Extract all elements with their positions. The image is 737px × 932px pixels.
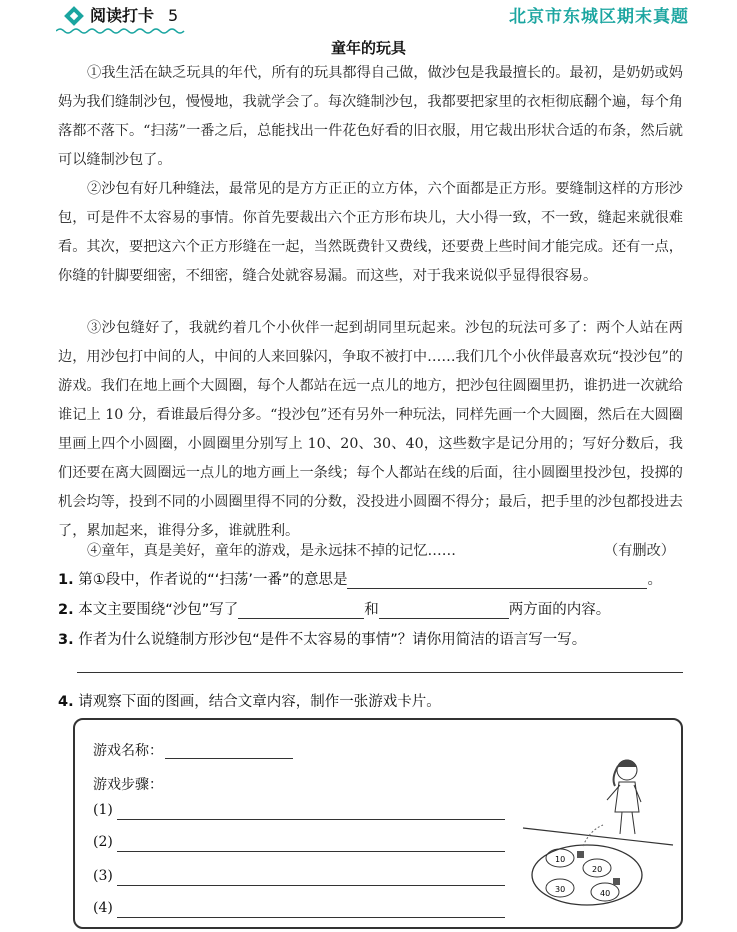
checkin-number: 5: [168, 6, 179, 25]
step-2-line[interactable]: [117, 851, 505, 852]
step-2-label: (2): [93, 834, 113, 850]
checkin-label: [90, 3, 178, 26]
question-3-number: 3.: [58, 632, 74, 648]
answer-line-3[interactable]: [77, 672, 683, 673]
game-name-label: 游戏名称：: [93, 743, 163, 759]
question-2-text: 本文主要围绕“沙包”写了: [78, 602, 239, 618]
question-4-text: 请观察下面的图画，结合文章内容，制作一张游戏卡片。: [78, 694, 441, 710]
question-1-end: 。: [647, 572, 662, 588]
step-4-line[interactable]: [117, 917, 505, 918]
paragraph-3: ③沙包缝好了，我就约着几个小伙伴一起到胡同里玩起来。沙包的玩法可多了：两个人站在两边，用沙包打中间的人，中间的人来回躲闪，争取不被打中……我们几个小伙伴最喜欢玩“投沙包”的游戏。我们在地上画个大圆圈，每个人都站在远一点儿的地方，把沙包往圆圈里扔，谁扔进一次就给谁记上 10 分，看谁最后得分多。“投沙包”还有另外一种玩法，同样先画一个大圆圈，然后在大圆圈里画上四个小圆圈，小圆圈里分别写上 10、20、30、40，这些数字是记分用的；写好分数后，我们还要在离大圆圈远一点儿的地方画上一条线；每个人都站在线的后面，往小圆圈里投沙包，投掷的机会均等，投到不同的小圆圈里得不同的分数，没投进小圆圈不得分；最后，把手里的沙包都投进去了，累加起来，谁得分多，谁就胜利。: [58, 320, 683, 539]
question-3-text: 作者为什么说缝制方形沙包“是件不太容易的事情”？请你用简洁的语言写一写。: [78, 632, 587, 648]
question-1-text: 第①段中，作者说的“‘扫荡’一番”的意思是: [78, 572, 348, 588]
step-1-line[interactable]: [117, 819, 505, 820]
girl-leg-left: [620, 812, 622, 834]
circle-number-10: 10: [555, 855, 566, 864]
question-1-number: 1.: [58, 572, 74, 588]
paragraph-1: ①我生活在缺乏玩具的年代，所有的玩具都得自己做，做沙包是我最擅长的。最初，是奶奶或妈妈为我们缝制沙包，慢慢地，我就学会了。每次缝制沙包，我都要把家里的衣柜彻底翻个遍，每个角落都不落下。“扫荡”一番之后，总能找出一件花色好看的旧衣服，用它裁出形状合适的布条，然后就可以缝制沙包了。: [58, 65, 683, 168]
question-2: [58, 598, 610, 619]
diamond-icon: [64, 6, 84, 26]
circle-number-30: 30: [555, 885, 566, 894]
question-3: [58, 628, 586, 649]
step-4-label: (4): [93, 900, 113, 916]
throw-line: [523, 828, 673, 845]
game-name-field[interactable]: [165, 758, 293, 759]
question-1: [58, 568, 662, 589]
step-3-line[interactable]: [117, 885, 505, 886]
girl-leg-right: [632, 812, 635, 834]
article-title: 童年的玩具: [330, 39, 406, 57]
question-2-end: 两方面的内容。: [508, 602, 611, 618]
answer-blank-2a[interactable]: [238, 602, 364, 619]
step-1-label: (1): [93, 802, 113, 818]
game-steps-label: 游戏步骤：: [93, 777, 163, 793]
circle-number-20: 20: [592, 865, 603, 874]
question-2-middle: 和: [364, 602, 379, 618]
answer-blank-1[interactable]: [347, 572, 647, 589]
paragraph-4: [58, 537, 683, 566]
question-4: [58, 690, 441, 711]
question-2-number: 2.: [58, 602, 74, 618]
girl-throwing-sandbag-illustration: [515, 730, 675, 920]
header-bar: [0, 0, 737, 40]
paragraph-4-text: ④童年，真是美好，童年的游戏，是永远抹不掉的记忆……: [87, 543, 456, 559]
girl-ponytail: [614, 766, 618, 786]
question-4-number: 4.: [58, 694, 74, 710]
game-card: [73, 718, 683, 929]
wavy-underline-icon: [56, 27, 186, 35]
edit-note: （有删改）: [604, 543, 675, 559]
circle-number-40: 40: [600, 889, 611, 898]
sandbag-icon: [577, 851, 584, 858]
step-3-label: (3): [93, 868, 113, 884]
sandbag-icon: [613, 878, 620, 885]
exam-source: 北京市东城区期末真题: [509, 7, 689, 27]
paragraph-2: ②沙包有好几种缝法，最常见的是方方正正的立方体，六个面都是正方形。要缝制这样的方形沙包，可是件不太容易的事情。你首先要裁出六个正方形布块儿，大小得一致，不一致，缝起来就很难看。其次，要把这六个正方形缝在一起，当然既费针又费线，还要费上些时间才能完成。还有一点，你缝的针脚要细密，不细密，缝合处就容易漏。而这些，对于我来说似乎显得很容易。: [58, 181, 683, 284]
answer-blank-2b[interactable]: [379, 602, 509, 619]
checkin-text: 阅读打卡: [90, 6, 155, 25]
big-circle: [532, 845, 642, 905]
girl-hair: [617, 760, 637, 768]
